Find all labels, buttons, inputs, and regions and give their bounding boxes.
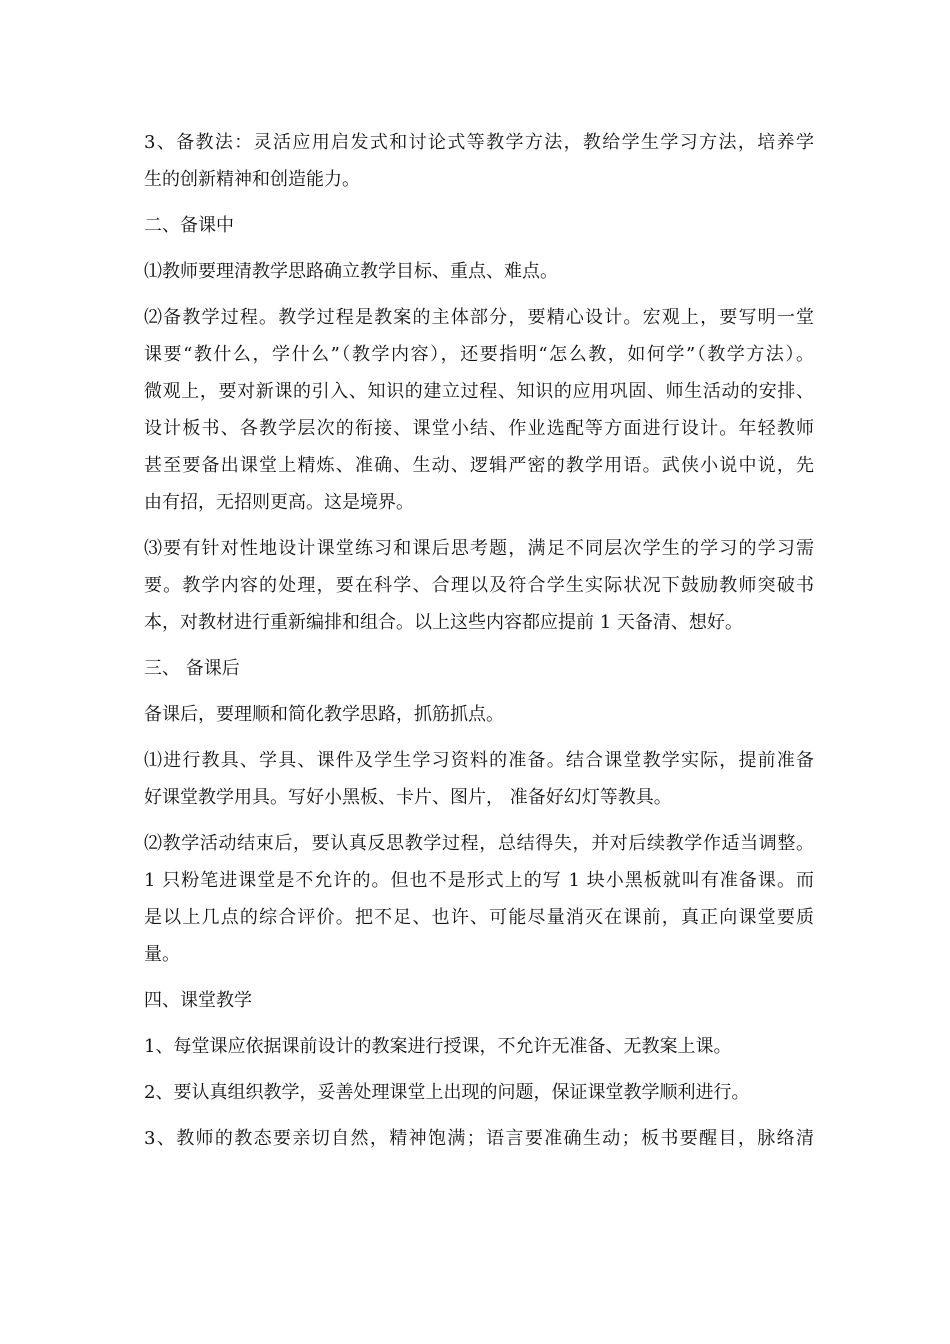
text-line: 3、教师的教态要亲切自然，精神饱满；语言要准确生动；板书要醒目，脉络清 bbox=[144, 1128, 814, 1149]
text-line: 备课后，要理顺和简化教学思路，抓筋抓点。 bbox=[144, 704, 504, 725]
text-line: 3、备教法：灵活应用启发式和讨论式等教学方法，教给学生学习方法，培养学 bbox=[144, 132, 814, 153]
text-line: 要。教学内容的处理，要在科学、合理以及符合学生实际状况下鼓励教师突破书 bbox=[144, 575, 814, 596]
document-body bbox=[144, 124, 814, 1157]
text-line: 1、每堂课应依据课前设计的教案进行授课，不允许无准备、无教案上课。 bbox=[144, 1036, 732, 1057]
text-line: 设计板书、各教学层次的衔接、课堂小结、作业选配等方面进行设计。年轻教师 bbox=[144, 418, 814, 439]
text-line: ⑵备教学过程。教学过程是教案的主体部分，要精心设计。宏观上，要写明一堂 bbox=[144, 307, 814, 328]
text-line: 1 只粉笔进课堂是不允许的。但也不是形式上的写 1 块小黑板就叫有准备课。而 bbox=[144, 870, 814, 891]
text-line: 本，对教材进行重新编排和组合。以上这些内容都应提前 1 天备清、想好。 bbox=[144, 612, 743, 633]
text-line: 2、要认真组织教学，妥善处理课堂上出现的问题，保证课堂教学顺利进行。 bbox=[144, 1082, 750, 1103]
text-line: 甚至要备出课堂上精炼、准确、生动、逻辑严密的教学用语。武侠小说中说，先 bbox=[144, 455, 814, 476]
text-line: ⑴进行教具、学具、课件及学生学习资料的准备。结合课堂教学实际，提前准备 bbox=[144, 750, 814, 771]
text-line: 是以上几点的综合评价。把不足、也许、可能尽量消灭在课前，真正向课堂要质 bbox=[144, 907, 814, 928]
text-line: ⑵教学活动结束后，要认真反思教学过程，总结得失，并对后续教学作适当调整。 bbox=[144, 833, 814, 854]
text-line: 生的创新精神和创造能力。 bbox=[144, 169, 360, 190]
section-heading: 四、课堂教学 bbox=[144, 990, 252, 1011]
text-line: ⑶要有针对性地设计课堂练习和课后思考题，满足不同层次学生的学习的学习需 bbox=[144, 538, 814, 559]
section-heading: 三、 备课后 bbox=[144, 658, 240, 679]
text-line: ⑴教师要理清教学思路确立教学目标、重点、难点。 bbox=[144, 261, 558, 282]
text-line: 微观上，要对新课的引入、知识的建立过程、知识的应用巩固、师生活动的安排、 bbox=[144, 381, 814, 402]
text-line: 课要“教什么，学什么”（教学内容），还要指明“怎么教，如何学”（教学方法）。 bbox=[144, 344, 814, 365]
text-line: 量。 bbox=[144, 944, 180, 965]
text-line: 由有招，无招则更高。这是境界。 bbox=[144, 492, 414, 513]
text-line: 好课堂教学用具。写好小黑板、卡片、图片， 准备好幻灯等教具。 bbox=[144, 787, 672, 808]
section-heading: 二、备课中 bbox=[144, 215, 234, 236]
